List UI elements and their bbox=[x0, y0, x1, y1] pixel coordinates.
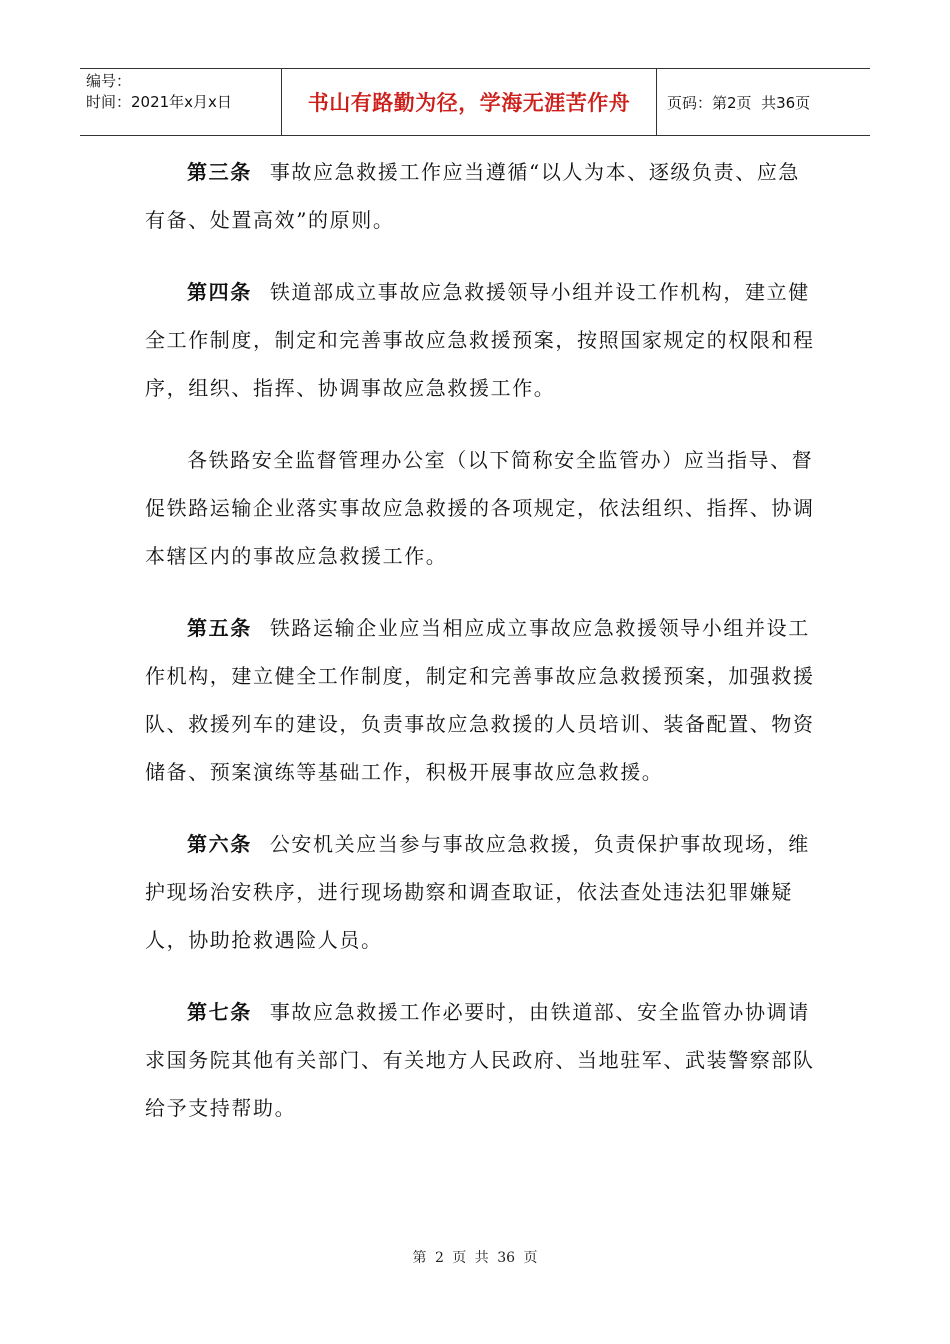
paragraph-article-6 bbox=[145, 820, 815, 964]
article-number: 第六条 bbox=[187, 832, 252, 856]
article-text: 事故应急救援工作应当遵循“以人为本、逐级负责、应急有备、处置高效”的原则。 bbox=[145, 160, 801, 232]
article-text: 事故应急救援工作必要时，由铁道部、安全监管办协调请求国务院其他有关部门、有关地方人民政府、当地驻军、武装警察部队给予支持帮助。 bbox=[145, 1000, 815, 1120]
article-number: 第三条 bbox=[187, 160, 252, 184]
article-number: 第七条 bbox=[187, 1000, 252, 1024]
document-body bbox=[145, 148, 815, 1156]
article-text: 各铁路安全监督管理办公室（以下简称安全监管办）应当指导、督促铁路运输企业落实事故应急救援的各项规定，依法组织、指挥、协调本辖区内的事故应急救援工作。 bbox=[145, 448, 815, 568]
header-motto: 书山有路勤为径，学海无涯苦作舟 bbox=[282, 69, 657, 135]
article-text: 铁道部成立事故应急救援领导小组并设工作机构，建立健全工作制度，制定和完善事故应急救援预案，按照国家规定的权限和程序，组织、指挥、协调事故应急救援工作。 bbox=[145, 280, 815, 400]
article-text: 铁路运输企业应当相应成立事故应急救援领导小组并设工作机构，建立健全工作制度，制定和完善事故应急救援预案，加强救援队、救援列车的建设，负责事故应急救援的人员培训、装备配置、物资储备、预案演练等基础工作，积极开展事故应急救援。 bbox=[145, 616, 815, 784]
paragraph-article-7 bbox=[145, 988, 815, 1132]
article-number: 第四条 bbox=[187, 280, 252, 304]
paragraph-article-5 bbox=[145, 604, 815, 796]
page-footer: 第 2 页 共 36 页 bbox=[412, 1250, 538, 1266]
header-page-info: 页码：第2页 共36页 bbox=[667, 93, 811, 112]
paragraph-article-4 bbox=[145, 268, 815, 412]
article-text: 公安机关应当参与事故应急救援，负责保护事故现场，维护现场治安秩序，进行现场勘察和调查取证，依法查处违法犯罪嫌疑人，协助抢救遇险人员。 bbox=[145, 832, 810, 952]
document-time-label: 时间：2021年x月x日 bbox=[86, 93, 232, 111]
document-number-label: 编号： bbox=[86, 72, 132, 90]
article-number: 第五条 bbox=[187, 616, 252, 640]
header-meta bbox=[80, 69, 282, 135]
paragraph-article-3 bbox=[145, 148, 815, 244]
paragraph-article-4-continued bbox=[145, 436, 815, 580]
page-header bbox=[80, 68, 870, 136]
